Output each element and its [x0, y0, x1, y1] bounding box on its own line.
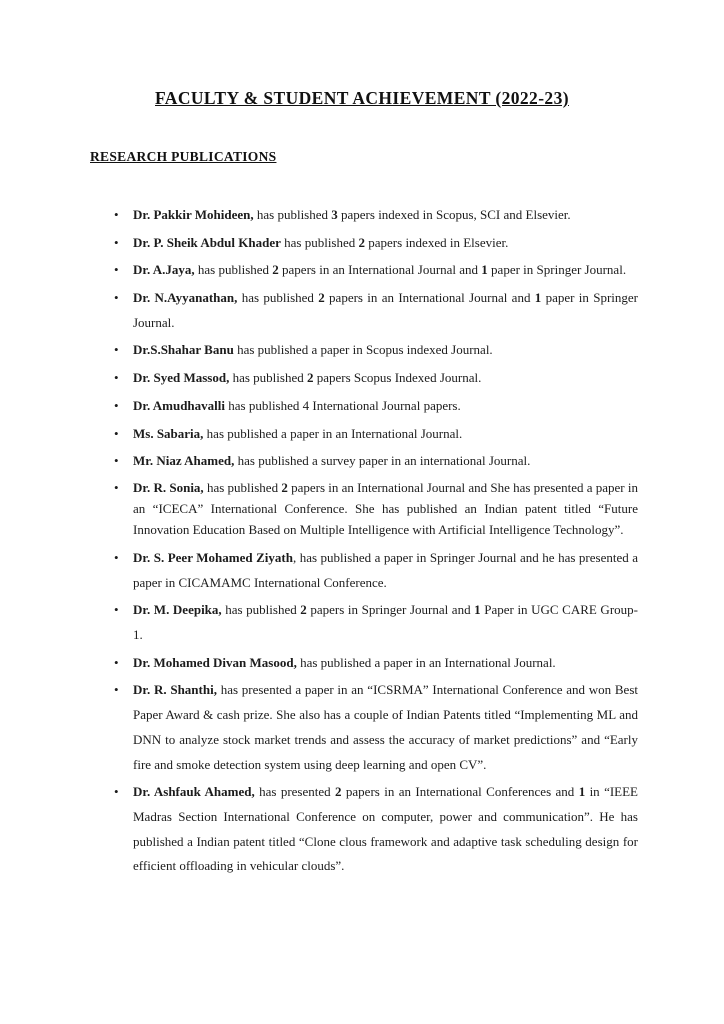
bullet-icon: •	[114, 784, 119, 800]
bullet-icon: •	[114, 550, 119, 566]
bullet-icon: •	[114, 425, 119, 441]
publication-item	[90, 449, 638, 474]
publication-text: Dr. P. Sheik Abdul Khader has published 2 papers indexed in Elsevier.	[133, 234, 509, 250]
publication-text: Dr. Mohamed Divan Masood, has published a paper in an International Journal.	[133, 654, 556, 670]
publication-item	[90, 598, 638, 647]
bullet-icon: •	[114, 397, 119, 413]
publication-text: Dr. Syed Massod, has published 2 papers Scopus Indexed Journal.	[133, 370, 482, 386]
publication-text: Dr. Pakkir Mohideen, has published 3 papers indexed in Scopus, SCI and Elsevier.	[133, 207, 571, 222]
publication-item	[90, 203, 638, 228]
page-title: FACULTY & STUDENT ACHIEVEMENT (2022-23)	[155, 88, 569, 108]
publication-text: Dr. A.Jaya, has published 2 papers in an International Journal and 1 paper in Springer Journal.	[133, 262, 627, 278]
publication-item	[90, 286, 638, 335]
publication-text: Dr. Amudhavalli has published 4 International Journal papers.	[133, 397, 461, 413]
bullet-icon: •	[114, 453, 119, 469]
publication-text: Dr. N.Ayyanathan, has published 2 papers in an International Journal and 1 paper in Springer Journal.	[133, 290, 638, 330]
section-heading: RESEARCH PUBLICATIONS	[90, 149, 277, 164]
publication-text: Mr. Niaz Ahamed, has published a survey paper in an international Journal.	[133, 453, 531, 469]
bullet-icon: •	[114, 479, 119, 495]
bullet-icon: •	[114, 234, 119, 250]
publication-item	[90, 678, 638, 777]
bullet-icon: •	[114, 682, 119, 698]
bullet-icon: •	[114, 654, 119, 670]
bullet-icon: •	[114, 207, 119, 222]
publication-item	[90, 651, 638, 676]
publication-item	[90, 231, 638, 256]
bullet-icon: •	[114, 262, 119, 278]
bullet-icon: •	[114, 370, 119, 386]
publications-list	[90, 203, 638, 879]
publication-text: Dr. R. Shanthi, has presented a paper in an “ICSRMA” International Conference and won Best Paper Award & cash prize. She also has a couple of Indian Patents titled “Implementing ML and DNN to analyze stock market trends and assess the accuracy of market predictions” and “Early fire and smoke detection system using deep learning and open CV”.	[133, 682, 638, 772]
publication-text: Dr.S.Shahar Banu has published a paper in Scopus indexed Journal.	[133, 342, 493, 358]
publication-item	[90, 780, 638, 879]
bullet-icon: •	[114, 602, 119, 618]
publication-item	[90, 477, 638, 540]
publication-text: Dr. Ashfauk Ahamed, has presented 2 papers in an International Conferences and 1 in “IEEE Madras Section International Conference on computer, power and communication”. He has published a Indian patent titled “Clone clous framework and adaptive task scheduling design for efficient offloading in vehicular clouds”.	[133, 784, 638, 874]
publication-item	[90, 366, 638, 391]
publication-text: Ms. Sabaria, has published a paper in an International Journal.	[133, 425, 463, 441]
publication-text: Dr. S. Peer Mohamed Ziyath, has published a paper in Springer Journal and he has presented a paper in CICAMAMC International Conference.	[133, 550, 639, 590]
publication-item	[90, 422, 638, 447]
publication-text: Dr. R. Sonia, has published 2 papers in an International Journal and She has presented a paper in an “ICECA” International Conference. She has published an Indian patent titled “Future Innovation Education Based on Multiple Intelligence with Artificial Intelligence Technology”.	[133, 479, 638, 537]
publication-item	[90, 258, 638, 283]
publication-item	[90, 394, 638, 419]
publication-item	[90, 338, 638, 363]
bullet-icon: •	[114, 290, 119, 306]
publication-item	[90, 546, 638, 595]
bullet-icon: •	[114, 342, 119, 358]
publication-text: Dr. M. Deepika, has published 2 papers in Springer Journal and 1 Paper in UGC CARE Group-1.	[133, 602, 638, 643]
